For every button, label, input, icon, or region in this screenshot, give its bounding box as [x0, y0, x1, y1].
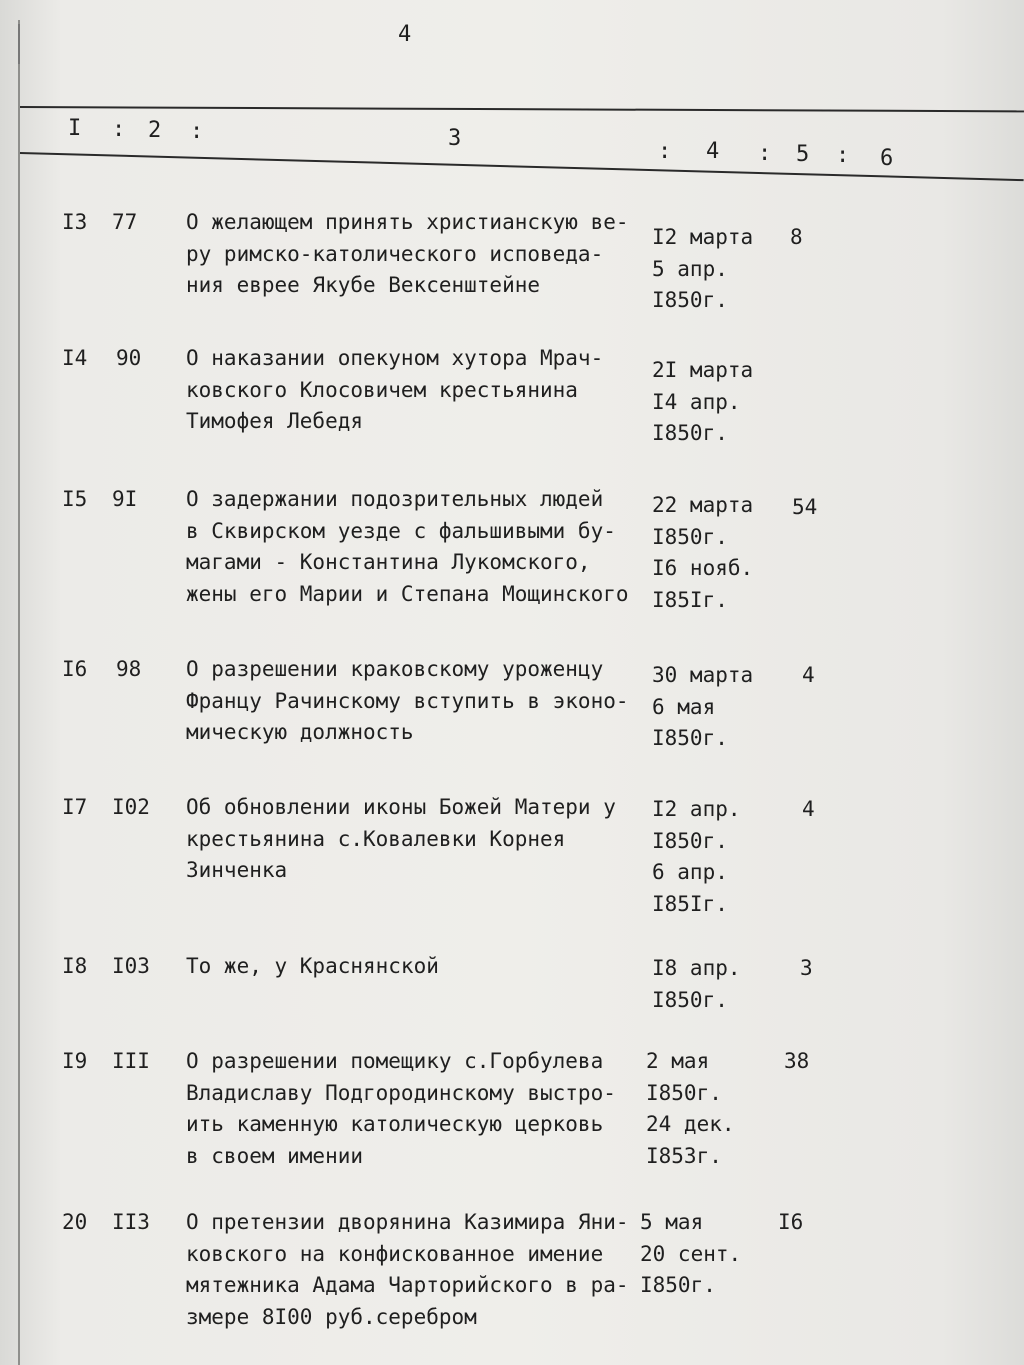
date-line: 22 марта: [652, 493, 754, 517]
sheet-count: 54: [792, 495, 818, 519]
description-line: Об обновлении иконы Божей Матери у: [186, 795, 616, 819]
file-number: 77: [112, 210, 138, 234]
file-number: 90: [116, 346, 142, 370]
date-line: I8 апр.: [652, 956, 741, 980]
date-line: 2 мая: [646, 1049, 710, 1073]
header-col-1: I: [68, 116, 82, 141]
date-line: I4 апр.: [652, 389, 741, 414]
description-line: змере 8I00 руб.серебром: [186, 1304, 477, 1329]
header-sep-1: :: [112, 117, 126, 142]
row-description: [186, 1046, 616, 1172]
row-number: I7: [62, 795, 88, 819]
description-line: ковского Клосовичем крестьянина: [186, 377, 578, 402]
date-line: I2 марта: [652, 225, 754, 249]
description-line: крестьянина с.Ковалевки Корнея: [186, 826, 566, 851]
file-number: I02: [112, 795, 150, 819]
date-line: 24 дек.: [646, 1112, 735, 1136]
description-line: О наказании опекуном хутора Мрач-: [186, 346, 604, 370]
date-line: I85Iг.: [652, 587, 728, 612]
row-description: [186, 207, 629, 302]
description-line: О желающем принять христианскую ве-: [186, 210, 629, 234]
header-col-3: 3: [448, 126, 462, 151]
row-dates: [652, 794, 741, 920]
sheet-count: 3: [800, 956, 813, 980]
date-line: 20 сент.: [640, 1241, 742, 1266]
row-dates: [652, 490, 753, 616]
header-col-4: 4: [706, 139, 720, 164]
row-number: I8: [62, 954, 88, 978]
row-description: [186, 484, 629, 610]
header-sep-2: :: [190, 119, 204, 144]
date-line: I850г.: [652, 828, 728, 853]
row-description: [186, 792, 616, 887]
row-description: [186, 1207, 629, 1333]
row-dates: [640, 1207, 741, 1302]
description-line: ковского на конфискованное имение: [186, 1241, 604, 1266]
header-col-6: 6: [880, 146, 894, 171]
sheet-count: 38: [784, 1049, 810, 1073]
description-line: жены его Марии и Степана Мощинского: [186, 581, 629, 606]
description-line: мятежника Адама Чарторийского в ра-: [186, 1273, 629, 1297]
description-line: О претензии дворянина Казимира Яни-: [186, 1210, 629, 1234]
binding-edge: [18, 20, 20, 1365]
file-number: II3: [112, 1210, 150, 1234]
row-number: I9: [62, 1049, 88, 1073]
header-sep-5: :: [836, 143, 850, 168]
description-line: О задержании подозрительных людей: [186, 487, 604, 511]
description-line: Францу Рачинскому вступить в эконо-: [186, 688, 629, 713]
row-dates: [652, 660, 753, 755]
description-line: мическую должность: [186, 720, 414, 744]
header-rule-bottom: [20, 152, 1024, 181]
description-line: ру римско-католического исповеда-: [186, 241, 604, 266]
date-line: I6 нояб.: [652, 556, 754, 580]
header-col-2: 2: [148, 118, 162, 143]
row-dates: [652, 222, 753, 317]
description-line: То же, у Краснянской: [186, 954, 439, 978]
date-line: I850г.: [652, 524, 728, 549]
date-line: I850г.: [652, 987, 728, 1012]
row-number: I4: [62, 346, 88, 370]
sheet-count: 4: [802, 797, 815, 821]
description-line: О разрешении помещику с.Горбулева: [186, 1049, 604, 1073]
row-number: I3: [62, 210, 88, 234]
row-dates: [646, 1046, 735, 1172]
date-line: 5 апр.: [652, 256, 728, 281]
date-line: I2 апр.: [652, 797, 741, 821]
description-line: в своем имении: [186, 1143, 364, 1168]
date-line: I853г.: [646, 1143, 722, 1168]
header-rule-top: [20, 106, 1024, 112]
date-line: 5 мая: [640, 1210, 704, 1234]
date-line: I850г.: [646, 1080, 722, 1105]
date-line: I850г.: [652, 726, 728, 750]
date-line: I850г.: [652, 421, 728, 445]
description-line: ить каменную католическую церковь: [186, 1112, 604, 1136]
description-line: в Сквирском уезде с фальшивыми бу-: [186, 518, 616, 543]
header-sep-4: :: [758, 141, 772, 166]
row-number: I6: [62, 657, 88, 681]
description-line: Тимофея Лебедя: [186, 409, 364, 433]
date-line: 30 марта: [652, 663, 754, 687]
sheet-count: 8: [790, 225, 803, 249]
date-line: I850г.: [640, 1273, 716, 1297]
file-number: 98: [116, 657, 142, 681]
file-number: 9I: [112, 487, 138, 511]
description-line: магами - Константина Лукомского,: [186, 550, 591, 574]
header-sep-3: :: [658, 139, 672, 164]
description-line: О разрешении краковскому уроженцу: [186, 657, 604, 681]
description-line: ния еврее Якубе Вексенштейне: [186, 273, 541, 297]
row-dates: [652, 953, 741, 1016]
corner-stamp: [2, 24, 20, 64]
date-line: I850г.: [652, 288, 728, 312]
sheet-count: I6: [778, 1210, 804, 1234]
date-line: 6 апр.: [652, 860, 728, 884]
date-line: 2I марта: [652, 358, 754, 382]
row-dates: [652, 355, 753, 450]
row-description: [186, 951, 439, 983]
file-number: I03: [112, 954, 150, 978]
description-line: Владиславу Подгородинскому выстро-: [186, 1080, 616, 1105]
description-line: Зинченка: [186, 858, 288, 882]
sheet-count: 4: [802, 663, 815, 687]
date-line: 6 мая: [652, 694, 716, 719]
date-line: I85Iг.: [652, 891, 728, 916]
page-number: 4: [398, 22, 412, 47]
row-description: [186, 343, 603, 438]
header-col-5: 5: [796, 142, 810, 167]
file-number: III: [112, 1049, 150, 1073]
row-number: 20: [62, 1210, 88, 1234]
row-number: I5: [62, 487, 88, 511]
row-description: [186, 654, 629, 749]
